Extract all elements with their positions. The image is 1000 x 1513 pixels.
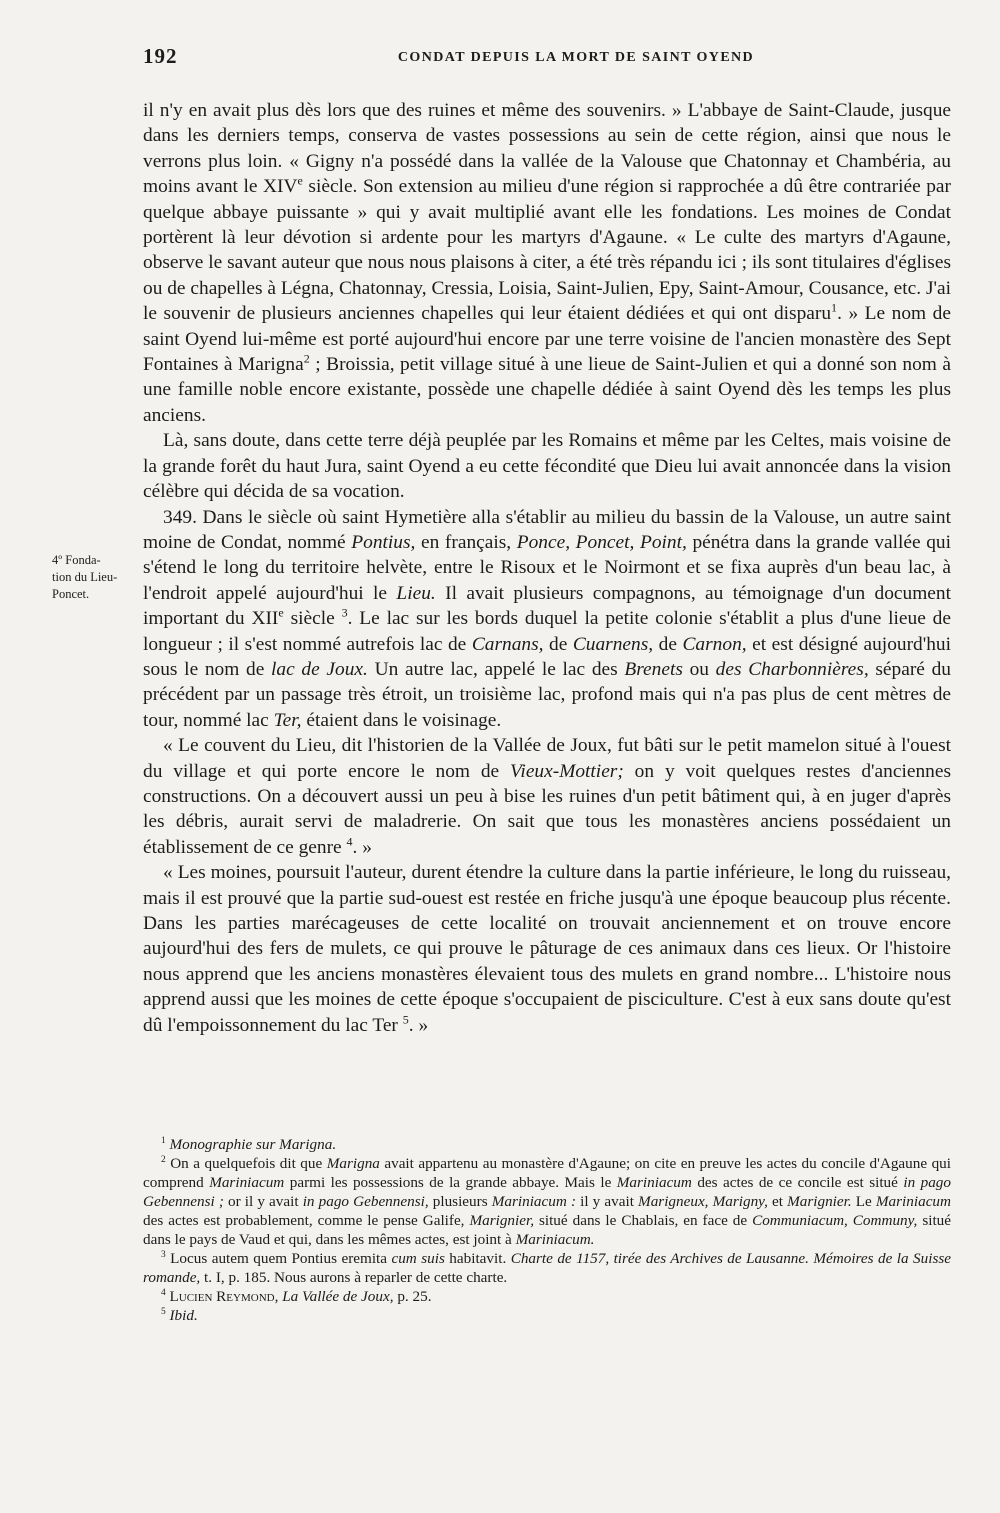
page-header: [143, 44, 949, 74]
body-text: [143, 98, 951, 1038]
paragraph: Là, sans doute, dans cette terre déjà peuplée par les Romains et même par les Celtes, mais voisine de la grande forêt du haut Jura, saint Oyend a eu cette fécondité que Dieu lui avait annoncée dans la vision célèbre qui décida de sa vocation.: [143, 430, 951, 503]
margin-note-line: Poncet.: [52, 587, 90, 601]
footnote: $^4$ Lucien Reymond, La Vallée de Joux, p. 25.: [161, 1287, 432, 1305]
footnote-ref: 2: [303, 351, 310, 366]
margin-note: [52, 552, 142, 603]
margin-note-line: tion du Lieu-: [52, 570, 118, 584]
footnote-ref: 3: [341, 605, 348, 620]
footnote-ref: 1: [831, 300, 838, 315]
footnotes: [143, 1135, 951, 1325]
running-title: CONDAT DEPUIS LA MORT DE SAINT OYEND: [397, 50, 755, 65]
paragraph: il n'y en avait plus dès lors que des ruines et même des souvenirs. » L'abbaye de Saint-Claude, jusque dans les derniers temps, conserva de vastes possessions au sein de cette région, ainsi que nous le verrons plus loin. « Gigny n'a possédé dans la vallée de la Valouse que Chatonnay et Chambéria, au moins avant le XIVe siècle. Son extension au milieu d'une région si rapprochée a dû être contrariée par quelque abbaye puissante » qui y avait multiplié avant elle les fondations. Les moines de Condat portèrent là leur dévotion si ardente pour les martyrs d'Agaune. « Le culte des martyrs d'Agaune, observe le savant auteur que nous nous plaisons à citer, a été très répandu ici ; ils sont titulaires d'églises ou de chapelles à Légna, Chatonnay, Cressia, Loisia, Saint-Julien, Epy, Saint-Amour, Cousance, etc. J'ai le souvenir de plusieurs anciennes chapelles qui leur étaient dédiées et qui ont disparu$^1$. » Le nom de saint Oyend lui-même est porté aujourd'hui encore par une terre voisine de l'ancien monastère des Sept Fontaines à Marigna$^2$ ; Broissia, petit village situé à une lieue de Saint-Julien et qui a donné son nom à une famille noble encore existante, possède une chapelle dédiée à saint Oyend dès les temps les plus anciens.: [143, 100, 951, 426]
margin-note-line: 4º Fonda-: [52, 553, 101, 567]
footnote: $^5$ Ibid.: [161, 1306, 198, 1324]
paragraph: « Les moines, poursuit l'auteur, durent étendre la culture dans la partie inférieure, le long du ruisseau, mais il est prouvé que la partie sud-ouest est restée en friche jusqu'à une époque beaucoup plus récente. Dans les parties marécageuses de cette localité on trouvait anciennement et on trouve encore aujourd'hui des fers de mulets, ce qui prouve le pâturage de ces animaux dans ces lieux. Or l'histoire nous apprend que les anciens monastères élevaient tous des mulets en grand nombre... L'histoire nous apprend aussi que les moines de cette époque s'occupaient de pisciculture. C'est à eux sans doute qu'est dû l'empoissonnement du lac Ter $^5$. »: [143, 862, 951, 1036]
paragraph: « Le couvent du Lieu, dit l'historien de la Vallée de Joux, fut bâti sur le petit mamelon situé à l'ouest du village et qui porte encore le nom de Vieux-Mottier; on y voit quelques restes d'anciennes constructions. On a découvert aussi un peu à bise les ruines d'un petit bâtiment qui, à en juger d'après les débris, aurait servi de maladrerie. On sait que tous les monastères anciens possédaient un établissement de ce genre $^4$. »: [143, 735, 951, 858]
page-number: 192: [143, 44, 178, 68]
footnote-ref: 5: [402, 1012, 409, 1027]
footnote-ref: 4: [346, 834, 353, 849]
paragraph: 349. Dans le siècle où saint Hymetière alla s'établir au milieu du bassin de la Valouse, un autre saint moine de Condat, nommé Pontius, en français, Ponce, Poncet, Point, pénétra dans la grande vallée qui s'étend le long du territoire helvète, entre le Risoux et le Noirmont et se fixa auprès d'un beau lac, à l'endroit appelé aujourd'hui le Lieu. Il avait plusieurs compagnons, au témoignage d'un document important du XIIe siècle $^3$. Le lac sur les bords duquel la petite colonie s'établit a plus d'une lieue de longueur ; il s'est nommé autrefois lac de Carnans, de Cuarnens, de Carnon, et est désigné aujourd'hui sous le nom de lac de Joux. Un autre lac, appelé le lac des Brenets ou des Charbonnières, séparé du précédent par un passage très étroit, un troisième lac, profond mais qui n'a pas plus de cent mètres de tour, nommé lac Ter, étaient dans le voisinage.: [143, 506, 952, 731]
footnote: $^2$ On a quelquefois dit que Marigna avait appartenu au monastère d'Agaune; on cite en preuve les actes du concile d'Agaune qui comprend Mariniacum parmi les possessions de la grande abbaye. Mais le Mariniacum des actes de ce concile est situé in pago Gebennensi ; or il y avait in pago Gebennensi, plusieurs Mariniacum : il y avait Marigneux, Marigny, et Marignier. Le Mariniacum des actes est probablement, comme le pense Galife, Marignier, situé dans le Chablais, en face de Communiacum, Communy, situé dans le pays de Vaud et qui, dans les mêmes actes, est joint à Mariniacum.: [143, 1154, 952, 1248]
footnote: $^1$ Monographie sur Marigna.: [161, 1135, 337, 1153]
footnote: $^3$ Locus autem quem Pontius eremita cum suis habitavit. Charte de 1157, tirée des Archives de Lausanne. Mémoires de la Suisse romande, t. I, p. 185. Nous aurons à reparler de cette charte.: [143, 1249, 952, 1286]
